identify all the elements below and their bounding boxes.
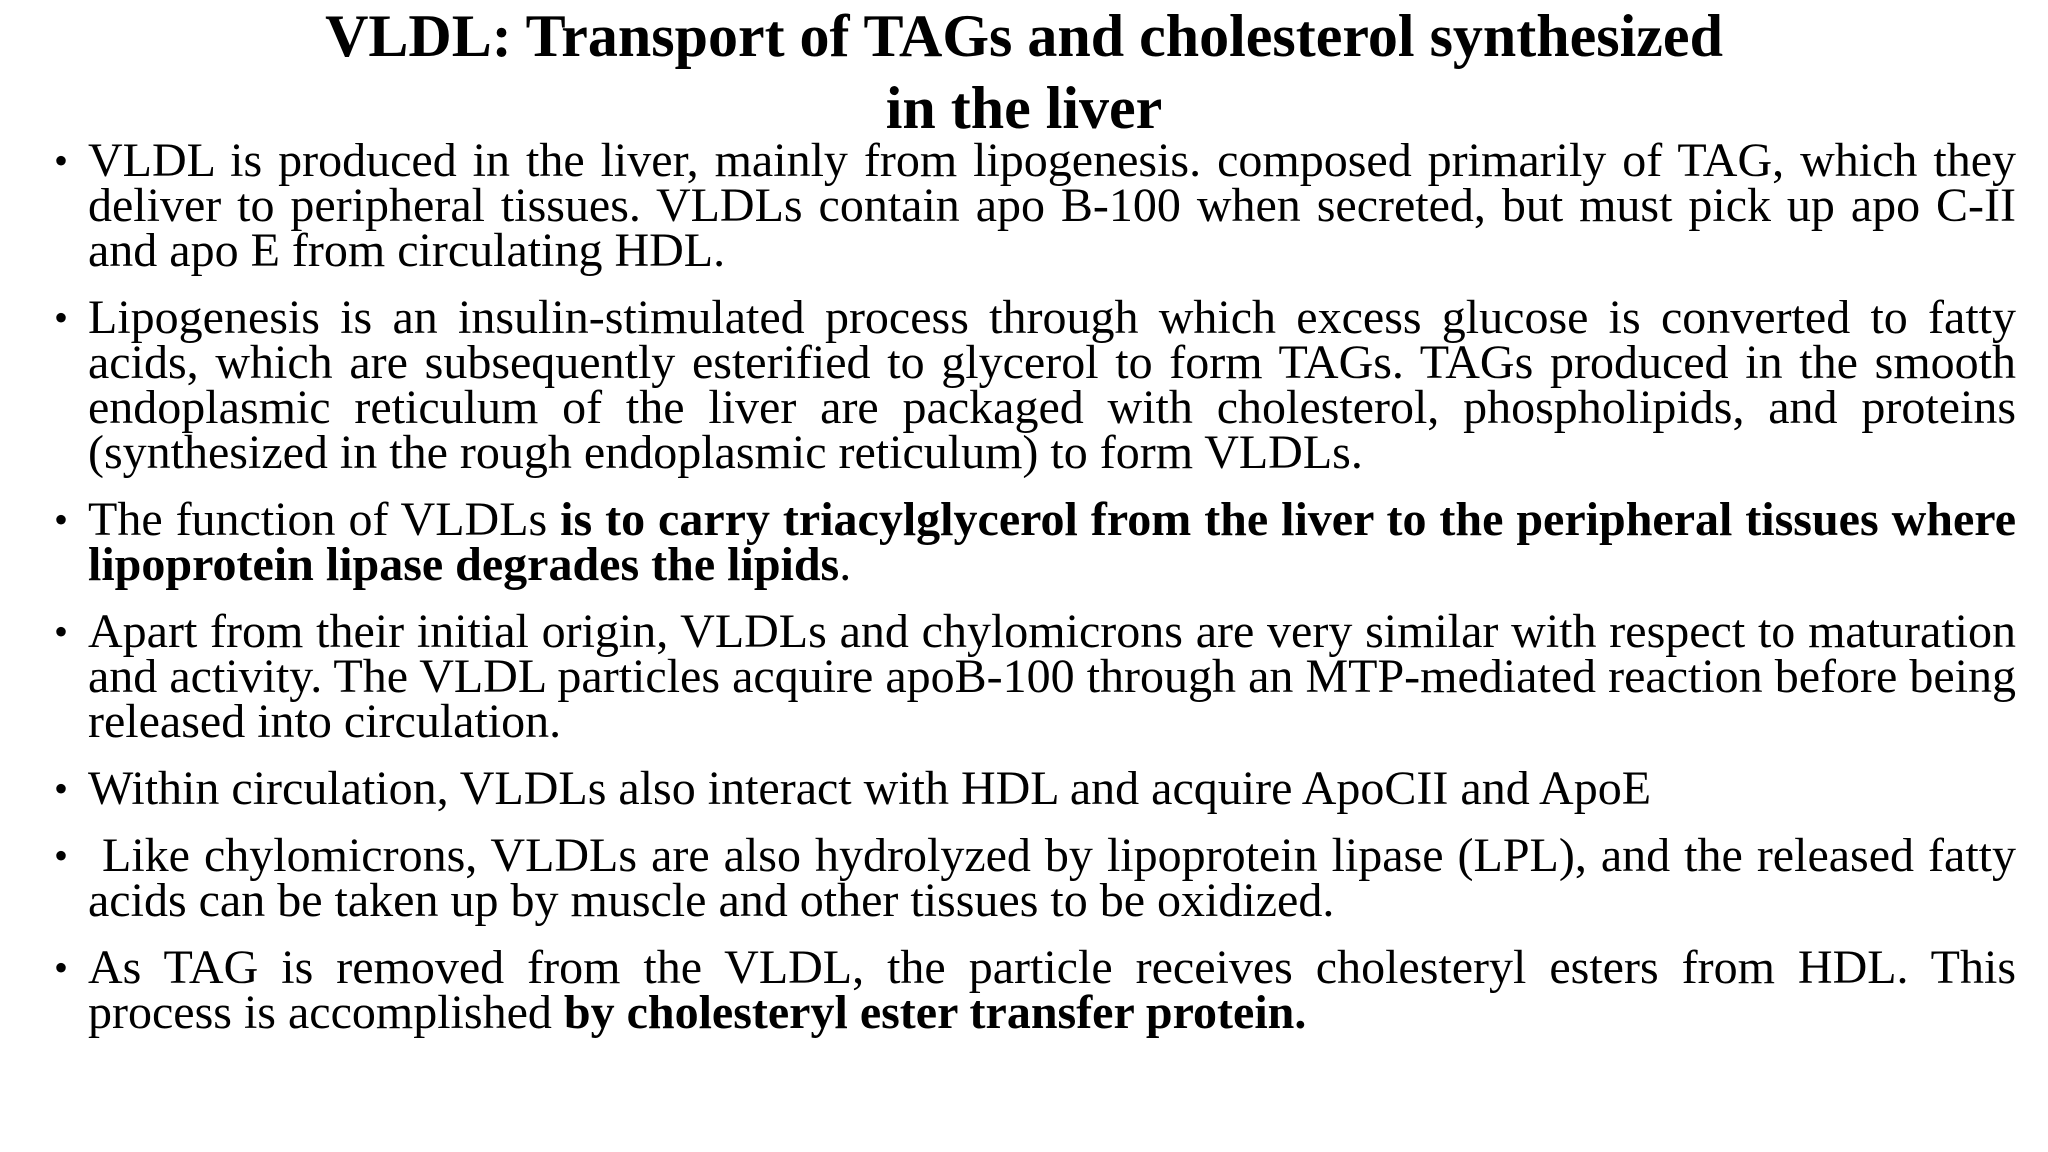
bullet-maturation [46, 605, 2016, 748]
bullet-marker: • [53, 833, 68, 878]
bullet-list [46, 134, 2029, 1057]
title-line-1: VLDL: Transport of TAGs and cholesterol synthesized [325, 3, 1723, 69]
bullet-lipogenesis [46, 291, 2016, 479]
bullet-marker: • [53, 138, 68, 183]
bullet-marker: • [53, 945, 68, 990]
bullet-hdl-interaction [46, 762, 2016, 815]
slide-title [0, 0, 2048, 144]
bullet-lpl-hydrolysis [46, 829, 2029, 927]
bullet-text: Within circulation, VLDLs also interact with HDL and acquire ApoCII and ApoE [88, 762, 1652, 815]
bullet-text: Like chylomicrons, VLDLs are also hydrolyzed by lipoprotein lipase (LPL), and the released fatty acids can be taken up by muscle and other tissues to be oxidized. [88, 829, 2029, 927]
bullet-marker: • [53, 609, 68, 654]
bullet-bold-text: by cholesteryl ester transfer protein. [563, 986, 1307, 1039]
bullet-text-end: . [839, 538, 852, 591]
bullet-bold-text: is to carry triacylglycerol from the liver to the peripheral tissues where lipoprotein lipase degrades the lipids [88, 493, 2016, 591]
bullet-vldl-production [46, 134, 2016, 277]
bullet-marker: • [53, 766, 68, 811]
bullet-text: Lipogenesis is an insulin-stimulated process through which excess glucose is converted to fatty acids, which are subsequently esterified to glycerol to form TAGs. TAGs produced in the smooth endoplasmic reticulum of the liver are packaged with cholesterol, phospholipids, and proteins (synthesized in the rough endoplasmic reticulum) to form VLDLs. [88, 291, 2016, 479]
title-line-2: in the liver [885, 75, 1163, 141]
bullet-marker: • [53, 497, 68, 542]
bullet-text: As TAG is removed from the VLDL, the particle receives cholesteryl esters from HDL. This process is accomplished [88, 941, 2016, 1039]
bullet-text: Apart from their initial origin, VLDLs and chylomicrons are very similar with respect to maturation and activity. The VLDL particles acquire apoB-100 through an MTP-mediated reaction before being released into circulation. [88, 605, 2016, 748]
bullet-marker: • [53, 295, 68, 340]
bullet-vldl-function [46, 493, 2016, 591]
bullet-text: VLDL is produced in the liver, mainly from lipogenesis. composed primarily of TAG, which they deliver to peripheral tissues. VLDLs contain apo B-100 when secreted, but must pick up apo C-II and apo E from circulating HDL. [88, 134, 2016, 277]
bullet-cetp [46, 941, 2016, 1039]
bullet-text: The function of VLDLs [88, 493, 561, 546]
